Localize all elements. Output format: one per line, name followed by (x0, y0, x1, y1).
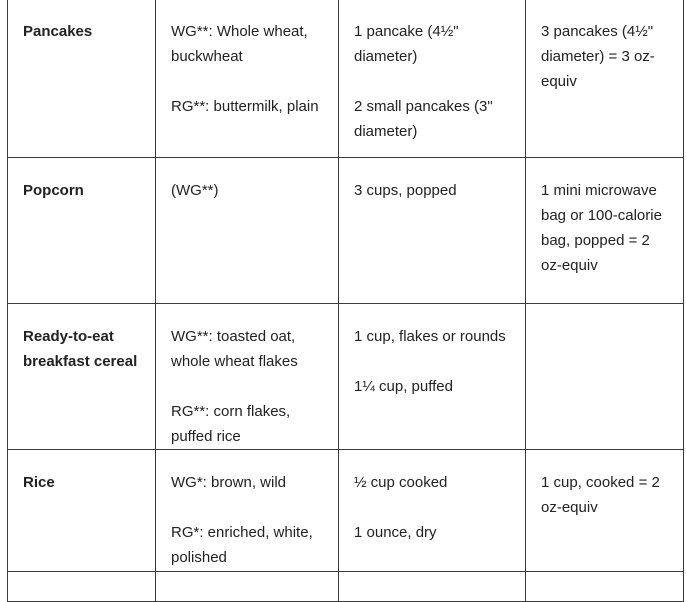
food-name-cell (8, 304, 156, 450)
amount-text: 1¼ cup, puffed (354, 378, 453, 395)
food-name: Popcorn (23, 182, 84, 199)
food-name-cell (8, 0, 156, 158)
amount-text: 1 cup, flakes or rounds (354, 328, 506, 345)
grains-equivalents-table (7, 0, 684, 602)
common-portion-cell (526, 450, 684, 572)
food-name: Pancakes (23, 23, 93, 40)
empty-cell (156, 572, 339, 602)
grain-types-cell (156, 158, 339, 304)
common-portion-text: 3 pancakes (4½" diameter) = 3 oz-equiv (541, 23, 655, 90)
table-row (8, 450, 684, 572)
empty-cell (339, 572, 526, 602)
table-row (8, 0, 684, 158)
table-row (8, 304, 684, 450)
grain-type-text: RG**: buttermilk, plain (171, 98, 319, 115)
amount-cell (339, 450, 526, 572)
grain-types-cell (156, 0, 339, 158)
food-name: Rice (23, 474, 55, 491)
grain-types-cell (156, 304, 339, 450)
grain-type-text: WG**: Whole wheat, buckwheat (171, 23, 308, 65)
common-portion-cell (526, 304, 684, 450)
food-name-cell (8, 450, 156, 572)
grain-type-text: WG**: toasted oat, whole wheat flakes (171, 328, 298, 370)
empty-cell (8, 572, 156, 602)
common-portion-text: 1 cup, cooked = 2 oz-equiv (541, 474, 660, 516)
common-portion-cell (526, 158, 684, 304)
food-name-cell (8, 158, 156, 304)
grain-type-text: RG**: corn flakes, puffed rice (171, 403, 291, 445)
amount-text: 1 ounce, dry (354, 524, 437, 541)
grain-type-text: (WG**) (171, 182, 219, 199)
common-portion-text: 1 mini microwave bag or 100-calorie bag, popped = 2 oz-equiv (541, 182, 662, 274)
amount-text: 3 cups, popped (354, 182, 457, 199)
amount-text: 2 small pancakes (3" diameter) (354, 98, 493, 140)
grain-types-cell (156, 450, 339, 572)
table-row (8, 572, 684, 602)
empty-cell (526, 572, 684, 602)
table-row (8, 158, 684, 304)
grain-type-text: RG*: enriched, white, polished (171, 524, 313, 566)
grain-type-text: WG*: brown, wild (171, 474, 287, 491)
food-name: Ready-to-eat breakfast cereal (23, 328, 138, 370)
amount-cell (339, 158, 526, 304)
amount-cell (339, 304, 526, 450)
amount-text: 1 pancake (4½" diameter) (354, 23, 459, 65)
amount-cell (339, 0, 526, 158)
amount-text: ½ cup cooked (354, 474, 448, 491)
common-portion-cell (526, 0, 684, 158)
